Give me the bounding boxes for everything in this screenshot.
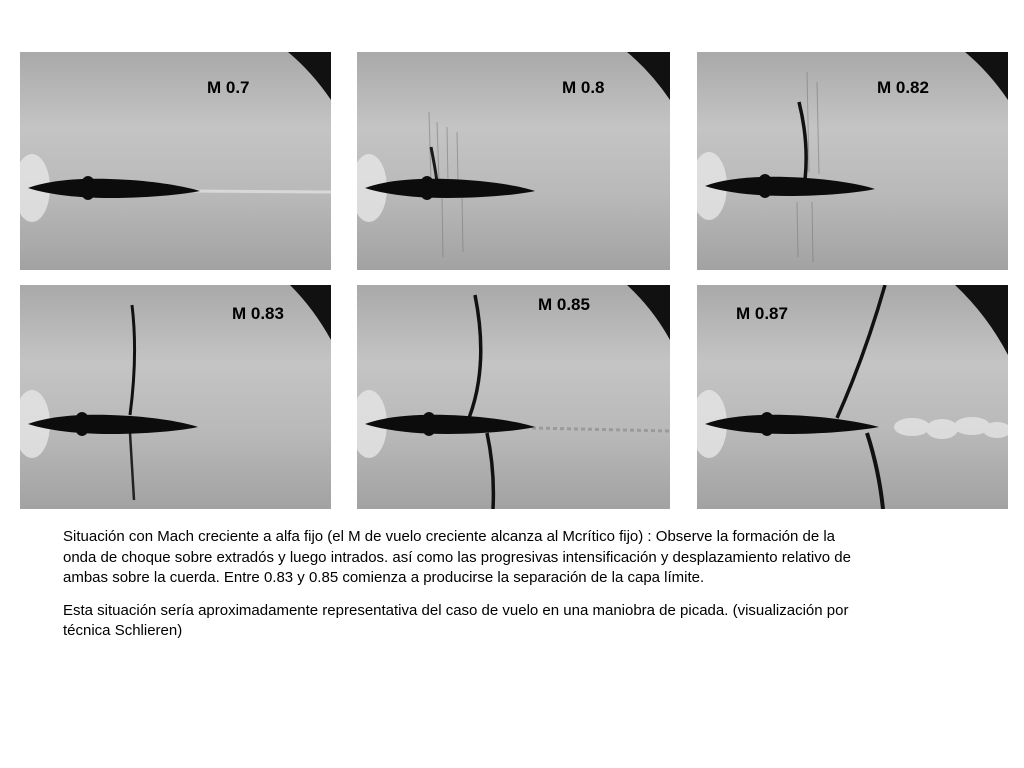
- schlieren-panel-m080: [357, 52, 670, 270]
- figure-caption: [63, 527, 863, 642]
- schlieren-panel-m083: [20, 285, 331, 509]
- mach-label: M 0.82: [877, 78, 929, 97]
- schlieren-photo-grid: [20, 52, 1008, 509]
- schlieren-panel-m087: [697, 285, 1008, 509]
- caption-paragraph: Situación con Mach creciente a alfa fijo (el M de vuelo creciente alcanza al Mcrítico fijo) : Observe la formación de la onda de choque sobre extradós y luego intrados. así como las progresivas intensificación y desplazamiento relativo de ambas sobre la cuerda. Entre 0.83 y 0.85 comienza a producirse la separación de la capa límite.: [63, 528, 851, 586]
- schlieren-panel-m070: [20, 52, 331, 270]
- airfoil-flow-image: [20, 52, 331, 270]
- schlieren-panel-m085: [357, 285, 670, 509]
- airfoil-flow-image: [357, 52, 670, 270]
- mach-label: M 0.85: [538, 295, 590, 314]
- airfoil-flow-image: [20, 285, 331, 509]
- airfoil-flow-image: [697, 52, 1008, 270]
- mach-label: M 0.83: [232, 304, 284, 323]
- mach-label: M 0.8: [562, 78, 605, 97]
- mach-label: M 0.7: [207, 78, 250, 97]
- caption-paragraph: Esta situación sería aproximadamente representativa del caso de vuelo en una maniobra de picada. (visualización por técnica Schlieren): [63, 601, 849, 639]
- mach-label: M 0.87: [736, 304, 788, 323]
- airfoil-flow-image: [357, 285, 670, 509]
- schlieren-panel-m082: [697, 52, 1008, 270]
